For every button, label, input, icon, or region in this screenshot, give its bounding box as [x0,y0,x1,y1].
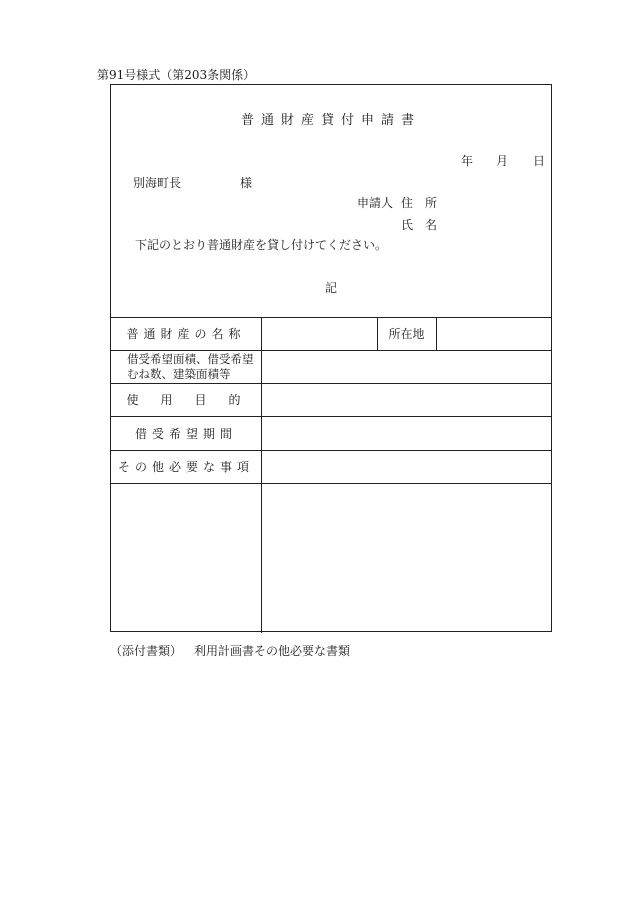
property-name-label: 普通財産の名称 [126,327,246,341]
attachments-text: 利用計画書その他必要な書類 [194,644,351,658]
attachments-label: （添付書類） [110,644,183,658]
purpose-label: 使 用 目 的 [126,393,246,407]
location-label: 所在地 [388,327,425,341]
form-number: 第91号様式（第203条関係） [97,68,256,82]
addressee-name: 別海町長 [133,176,182,190]
attachments-note [110,642,350,659]
blank-right-cell[interactable] [262,484,552,632]
location-field[interactable] [437,318,551,350]
applicant-label: 申請人 [357,196,394,210]
blank-left-cell[interactable] [111,484,261,632]
requested-area-label: 借受希望面積、借受希望むね数、建築面積等 [127,351,254,381]
applicant-name-label: 氏 名 [401,218,438,232]
addressee [133,174,253,191]
request-statement: 下記のとおり普通財産を貸し付けてください。 [135,238,388,252]
addressee-honorific: 様 [240,176,253,190]
other-matters-label: その他必要な事項 [117,460,254,474]
other-matters-field[interactable] [262,451,552,483]
applicant-address-label: 住 所 [401,196,438,210]
date-day-label: 日 [533,154,546,168]
ki-heading: 記 [324,281,337,295]
lease-period-field[interactable] [262,417,552,450]
property-name-field[interactable] [262,318,377,350]
date-year-label: 年 [461,154,474,168]
purpose-field[interactable] [262,384,552,416]
application-form [110,84,552,632]
form-title: 普通財産貸付申請書 [240,113,421,128]
lease-period-label: 借受希望期間 [134,426,237,441]
requested-area-field[interactable] [262,351,552,383]
date-month-label: 月 [496,154,509,168]
